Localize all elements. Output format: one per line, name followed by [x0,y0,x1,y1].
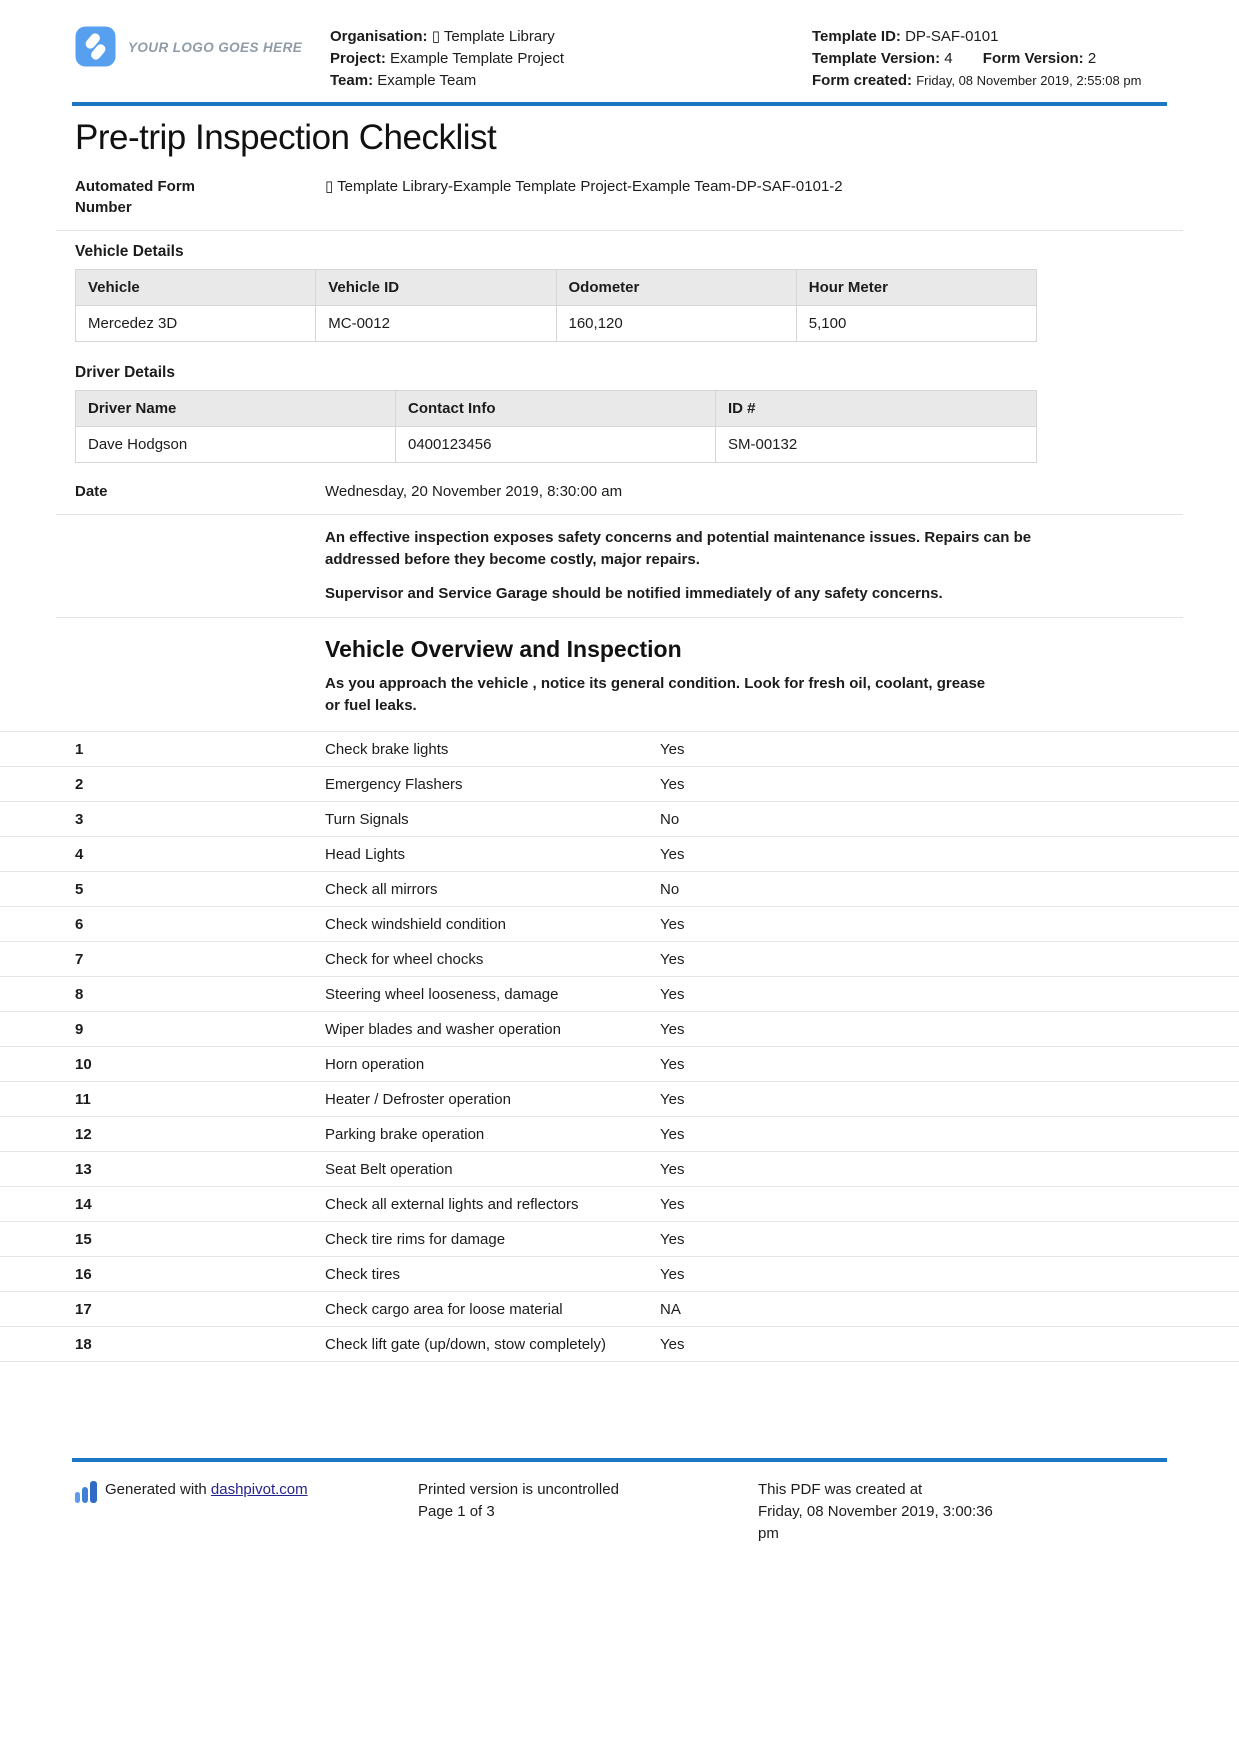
checklist-item-label: Emergency Flashers [325,775,463,793]
table-header-row [76,391,1037,427]
checklist-item-answer: Yes [660,1160,685,1178]
checklist-row [0,976,1239,1011]
dashpivot-link[interactable]: dashpivot.com [210,1481,308,1498]
logo-placeholder-text: YOUR LOGO GOES HERE [128,40,303,55]
checklist-item-label: Check windshield condition [325,915,506,933]
checklist-item-label: Check tires [325,1265,401,1283]
checklist-item-number: 2 [75,775,84,793]
checklist-item-number: 13 [75,1160,92,1178]
column-header: Vehicle ID [316,270,556,306]
section-separator [56,617,1183,618]
template-version-label: Template Version: [812,50,941,67]
company-logo-icon [75,26,116,74]
column-header: ID # [716,391,1037,427]
checklist-row [0,1186,1239,1221]
checklist-item-answer: Yes [660,1090,685,1108]
form-created-label: Form created: [812,72,913,89]
page-header [0,0,1239,92]
column-header: Driver Name [76,391,396,427]
page-title: Pre-trip Inspection Checklist [75,118,497,157]
table-row [76,427,1037,463]
template-id-label: Template ID: [812,28,901,45]
checklist-item-number: 4 [75,845,84,863]
column-header: Hour Meter [796,270,1036,306]
form-version-value: 2 [1087,50,1097,67]
checklist-item-label: Check cargo area for loose material [325,1300,563,1318]
generated-with-label: Generated with [105,1481,211,1498]
vehicle-details-table [75,269,1037,342]
team-label: Team: [330,72,374,89]
checklist-row [0,766,1239,801]
checklist-item-answer: No [660,810,680,828]
column-header: Odometer [556,270,796,306]
header-org-block [330,26,670,92]
checklist-item-number: 5 [75,880,84,898]
date-value: Wednesday, 20 November 2019, 8:30:00 am [325,483,623,500]
checklist-item-label: Parking brake operation [325,1125,485,1143]
checklist-item-label: Steering wheel looseness, damage [325,985,559,1003]
checklist-item-number: 11 [75,1090,91,1108]
footer-created-info [758,1479,1013,1545]
checklist-item-answer: No [660,880,680,898]
checklist-item-answer: Yes [660,740,685,758]
checklist-item-number: 18 [75,1335,92,1353]
checklist-row [0,1256,1239,1291]
checklist-item-label: Check for wheel chocks [325,950,484,968]
dashpivot-bars-icon [75,1481,97,1503]
table-row [76,306,1037,342]
checklist-item-number: 16 [75,1265,92,1283]
vehicle-details-heading: Vehicle Details [75,243,184,260]
checklist-row [0,906,1239,941]
note-paragraph: An effective inspection exposes safety concerns and potential maintenance issues. Repairs can be addressed before they become costly, major repairs. [325,529,1032,568]
checklist-item-number: 10 [75,1055,92,1073]
checklist-item-number: 17 [75,1300,92,1318]
checklist-row [0,1291,1239,1326]
driver-details-heading: Driver Details [75,364,175,381]
template-id-line [812,26,1167,48]
contact-info-cell: 0400123456 [396,427,716,463]
note-paragraph: Supervisor and Service Garage should be notified immediately of any safety concerns. [325,585,943,602]
checklist-item-number: 7 [75,950,84,968]
checklist-item-number: 9 [75,1020,84,1038]
date-label: Date [75,483,108,500]
checklist-item-answer: Yes [660,915,685,933]
section-heading: Vehicle Overview and Inspection [325,636,682,662]
form-version-label: Form Version: [982,50,1084,67]
template-id-value: DP-SAF-0101 [905,28,999,45]
checklist-item-answer: Yes [660,1195,685,1213]
pdf-created-timestamp: Friday, 08 November 2019, 3:00:36 pm [758,1503,993,1542]
checklist-item-label: Turn Signals [325,810,409,828]
footer-divider-rule [72,1458,1167,1462]
organisation-value: ▯ Template Library [431,28,555,45]
driver-details-table [75,390,1037,463]
checklist-item-answer: Yes [660,845,685,863]
checklist-item-answer: Yes [660,1020,685,1038]
section-intro: As you approach the vehicle , notice its general condition. Look for fresh oil, coolant, grease or fuel leaks. [325,675,986,714]
checklist-item-number: 1 [75,740,84,758]
vehicle-id-cell: MC-0012 [316,306,556,342]
checklist-item-label: Head Lights [325,845,406,863]
odometer-cell: 160,120 [556,306,796,342]
footer-print-info [418,1479,758,1545]
automated-form-number-label: Automated Form Number [75,178,195,216]
template-version-value: 4 [944,50,953,67]
checklist-row [0,1081,1239,1116]
checklist-item-answer: Yes [660,950,685,968]
checklist-item-answer: NA [660,1300,681,1318]
inspection-notes [325,527,1040,605]
checklist-item-number: 15 [75,1230,92,1248]
section-separator [56,514,1183,515]
checklist-item-label: Wiper blades and washer operation [325,1020,561,1038]
id-number-cell: SM-00132 [716,427,1037,463]
checklist-item-answer: Yes [660,1265,685,1283]
footer-generated [75,1479,418,1545]
footer-columns [72,1479,1167,1545]
printed-uncontrolled-text: Printed version is uncontrolled [418,1481,619,1498]
checklist [0,731,1239,1362]
date-row [75,481,1167,502]
project-value: Example Template Project [390,50,565,67]
checklist-item-number: 8 [75,985,84,1003]
checklist-item-answer: Yes [660,1125,685,1143]
table-header-row [76,270,1037,306]
team-line [330,70,670,92]
checklist-item-label: Horn operation [325,1055,425,1073]
checklist-item-label: Check tire rims for damage [325,1230,506,1248]
checklist-item-answer: Yes [660,775,685,793]
checklist-item-label: Seat Belt operation [325,1160,453,1178]
checklist-row [0,871,1239,906]
logo [75,26,330,92]
automated-form-number-row [75,176,1167,218]
checklist-row [0,1221,1239,1256]
column-header: Vehicle [76,270,316,306]
checklist-item-label: Check all mirrors [325,880,438,898]
pdf-created-label: This PDF was created at [758,1481,923,1498]
checklist-row [0,801,1239,836]
driver-name-cell: Dave Hodgson [76,427,396,463]
checklist-item-answer: Yes [660,1055,685,1073]
checklist-row [0,1326,1239,1362]
checklist-item-label: Check all external lights and reflectors [325,1195,579,1213]
column-header: Contact Info [396,391,716,427]
checklist-row [0,1011,1239,1046]
checklist-row [0,731,1239,766]
checklist-row [0,941,1239,976]
generated-with-text [105,1479,308,1501]
automated-form-number-value: ▯ Template Library-Example Template Project-Example Team-DP-SAF-0101-2 [325,178,843,195]
header-meta-block [812,26,1167,92]
checklist-item-answer: Yes [660,985,685,1003]
checklist-row [0,1116,1239,1151]
checklist-row [0,836,1239,871]
page-footer [72,1458,1167,1545]
checklist-item-number: 14 [75,1195,92,1213]
checklist-item-label: Check lift gate (up/down, stow completely) [325,1335,606,1353]
project-label: Project: [330,50,386,67]
checklist-item-number: 3 [75,810,84,828]
checklist-item-label: Check brake lights [325,740,449,758]
checklist-item-number: 12 [75,1125,92,1143]
checklist-item-number: 6 [75,915,84,933]
header-divider-rule [72,102,1167,106]
checklist-item-answer: Yes [660,1230,685,1248]
form-created-line [812,70,1167,92]
checklist-item-label: Heater / Defroster operation [325,1090,511,1108]
checklist-row [0,1046,1239,1081]
checklist-item-answer: Yes [660,1335,685,1353]
page-number-text: Page 1 of 3 [418,1503,495,1520]
organisation-line [330,26,670,48]
versions-line [812,48,1167,70]
vehicle-cell: Mercedez 3D [76,306,316,342]
section-separator [56,230,1183,231]
form-created-value: Friday, 08 November 2019, 2:55:08 pm [916,73,1142,88]
organisation-label: Organisation: [330,28,428,45]
hour-meter-cell: 5,100 [796,306,1036,342]
checklist-row [0,1151,1239,1186]
project-line [330,48,670,70]
team-value: Example Team [377,72,477,89]
